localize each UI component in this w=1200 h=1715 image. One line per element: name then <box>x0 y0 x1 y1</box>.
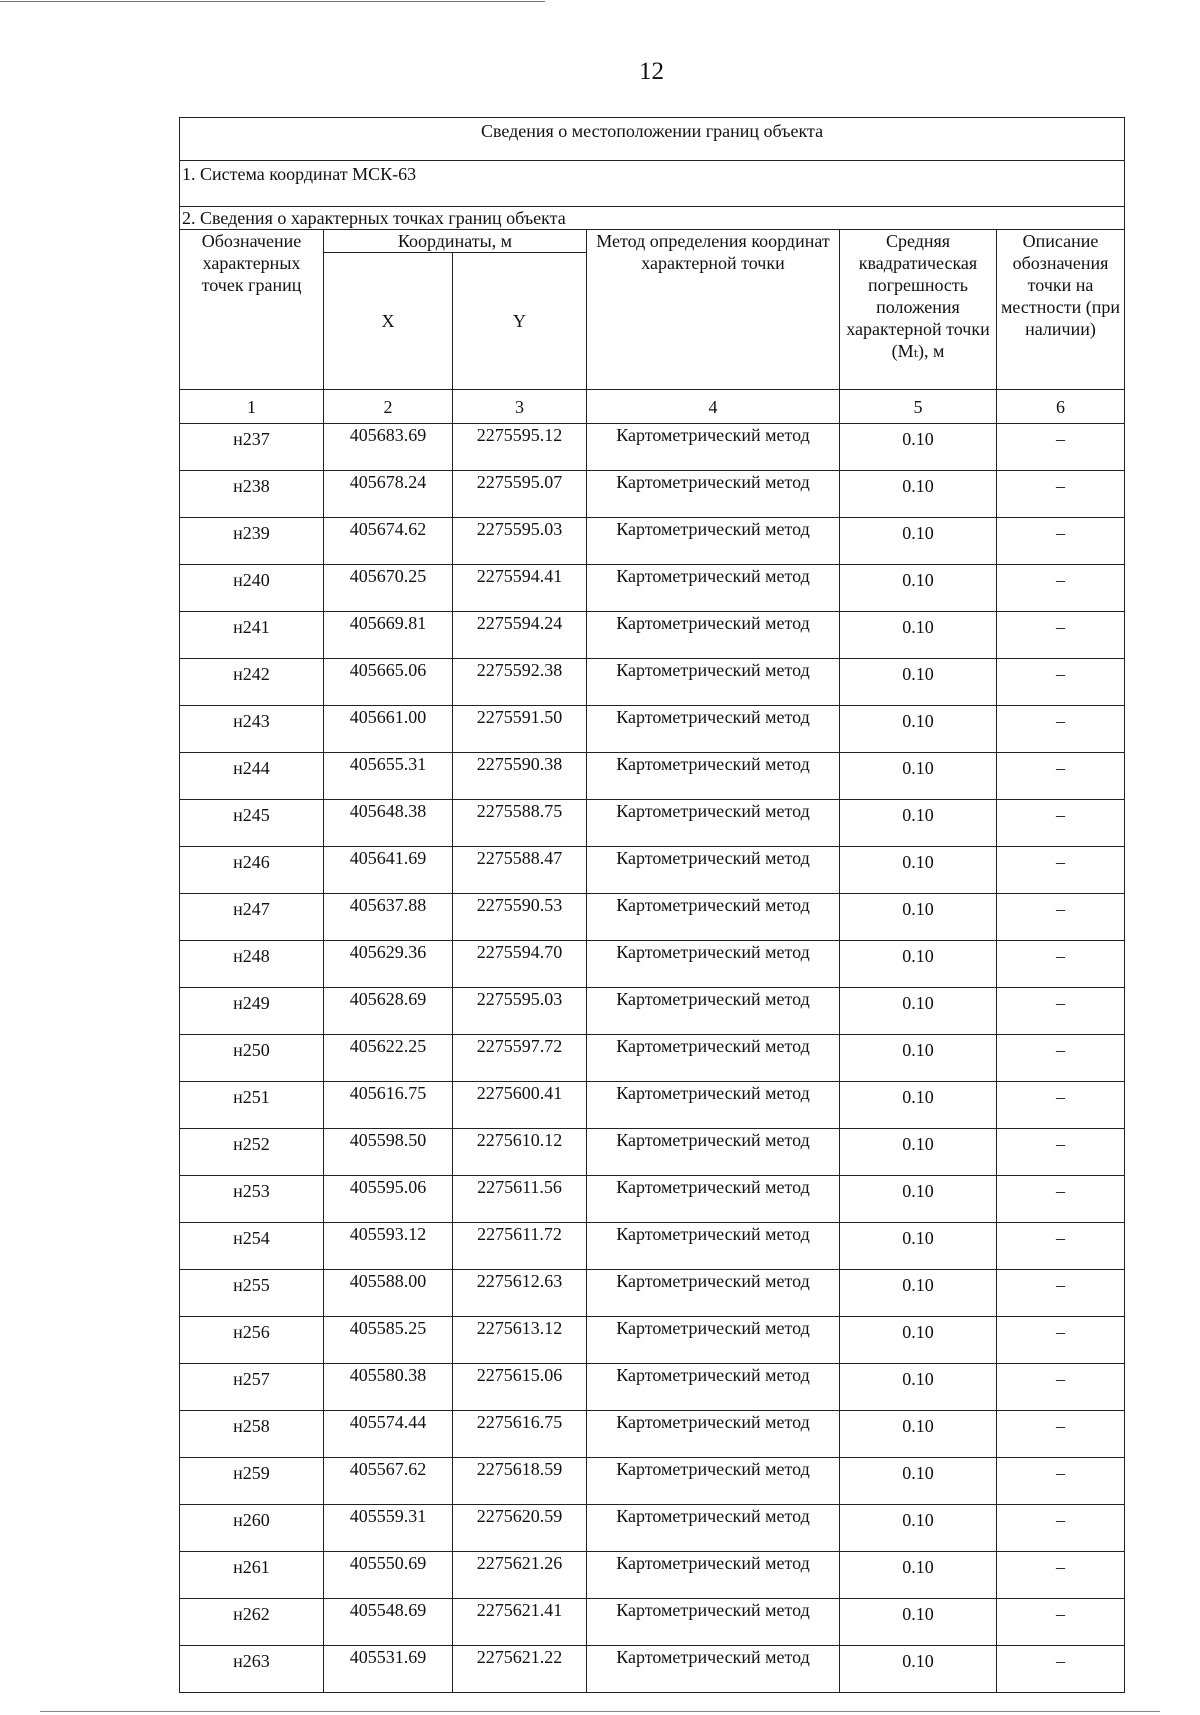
method-cell: Картометрический метод <box>587 753 840 800</box>
y-cell: 2275620.59 <box>453 1505 587 1552</box>
table-row <box>180 1129 1125 1176</box>
point-cell: н238 <box>180 471 324 518</box>
method-cell: Картометрический метод <box>587 706 840 753</box>
coord-system-label: 1. Система координат МСК-63 <box>180 161 1125 207</box>
method-cell: Картометрический метод <box>587 894 840 941</box>
table-row <box>180 847 1125 894</box>
x-cell: 405628.69 <box>324 988 453 1035</box>
point-cell: н243 <box>180 706 324 753</box>
section-row <box>180 207 1125 230</box>
point-cell: н257 <box>180 1364 324 1411</box>
error-cell: 0.10 <box>840 706 997 753</box>
error-cell: 0.10 <box>840 894 997 941</box>
y-cell: 2275597.72 <box>453 1035 587 1082</box>
x-cell: 405593.12 <box>324 1223 453 1270</box>
col-number-6: 6 <box>997 390 1125 424</box>
table-row <box>180 1317 1125 1364</box>
method-cell: Картометрический метод <box>587 1082 840 1129</box>
scan-top-rule <box>0 1 545 2</box>
x-cell: 405559.31 <box>324 1505 453 1552</box>
y-cell: 2275621.26 <box>453 1552 587 1599</box>
method-cell: Картометрический метод <box>587 1223 840 1270</box>
y-cell: 2275611.72 <box>453 1223 587 1270</box>
error-cell: 0.10 <box>840 1129 997 1176</box>
y-cell: 2275594.70 <box>453 941 587 988</box>
section-label: 2. Сведения о характерных точках границ объекта <box>180 207 1125 230</box>
x-cell: 405665.06 <box>324 659 453 706</box>
col-number-1: 1 <box>180 390 324 424</box>
x-cell: 405683.69 <box>324 424 453 471</box>
y-cell: 2275595.12 <box>453 424 587 471</box>
table-row <box>180 1176 1125 1223</box>
table-row <box>180 1505 1125 1552</box>
error-cell: 0.10 <box>840 471 997 518</box>
x-cell: 405580.38 <box>324 1364 453 1411</box>
x-cell: 405670.25 <box>324 565 453 612</box>
point-cell: н239 <box>180 518 324 565</box>
method-cell: Картометрический метод <box>587 565 840 612</box>
y-cell: 2275610.12 <box>453 1129 587 1176</box>
table-row <box>180 565 1125 612</box>
x-cell: 405678.24 <box>324 471 453 518</box>
y-cell: 2275613.12 <box>453 1317 587 1364</box>
table-row <box>180 753 1125 800</box>
point-cell: н253 <box>180 1176 324 1223</box>
desc-cell: – <box>997 1035 1125 1082</box>
method-cell: Картометрический метод <box>587 1552 840 1599</box>
desc-cell: – <box>997 1129 1125 1176</box>
table-row <box>180 941 1125 988</box>
y-cell: 2275621.41 <box>453 1599 587 1646</box>
table-title: Сведения о местоположении границ объекта <box>180 118 1125 161</box>
desc-cell: – <box>997 1552 1125 1599</box>
header-error: Средняя квадратическая погрешность положения характерной точки (Mₜ), м <box>840 230 997 390</box>
method-cell: Картометрический метод <box>587 1176 840 1223</box>
y-cell: 2275590.53 <box>453 894 587 941</box>
x-cell: 405616.75 <box>324 1082 453 1129</box>
method-cell: Картометрический метод <box>587 471 840 518</box>
desc-cell: – <box>997 471 1125 518</box>
desc-cell: – <box>997 706 1125 753</box>
method-cell: Картометрический метод <box>587 1270 840 1317</box>
y-cell: 2275595.03 <box>453 518 587 565</box>
error-cell: 0.10 <box>840 1270 997 1317</box>
error-cell: 0.10 <box>840 1505 997 1552</box>
desc-cell: – <box>997 1223 1125 1270</box>
table-row <box>180 1035 1125 1082</box>
y-cell: 2275594.24 <box>453 612 587 659</box>
method-cell: Картометрический метод <box>587 988 840 1035</box>
point-cell: н244 <box>180 753 324 800</box>
x-cell: 405548.69 <box>324 1599 453 1646</box>
desc-cell: – <box>997 1364 1125 1411</box>
desc-cell: – <box>997 1176 1125 1223</box>
table-row <box>180 1223 1125 1270</box>
table-row <box>180 706 1125 753</box>
header-coords: Координаты, м <box>324 230 587 253</box>
desc-cell: – <box>997 1599 1125 1646</box>
desc-cell: – <box>997 1458 1125 1505</box>
coord-system-row <box>180 161 1125 207</box>
header-method: Метод определения координат характерной точки <box>587 230 840 390</box>
point-cell: н247 <box>180 894 324 941</box>
point-cell: н262 <box>180 1599 324 1646</box>
col-number-5: 5 <box>840 390 997 424</box>
point-cell: н251 <box>180 1082 324 1129</box>
header-row-1 <box>180 230 1125 253</box>
method-cell: Картометрический метод <box>587 1129 840 1176</box>
x-cell: 405637.88 <box>324 894 453 941</box>
y-cell: 2275600.41 <box>453 1082 587 1129</box>
point-cell: н256 <box>180 1317 324 1364</box>
table-row <box>180 471 1125 518</box>
desc-cell: – <box>997 894 1125 941</box>
y-cell: 2275592.38 <box>453 659 587 706</box>
col-number-3: 3 <box>453 390 587 424</box>
y-cell: 2275588.75 <box>453 800 587 847</box>
table-title-row <box>180 118 1125 161</box>
error-cell: 0.10 <box>840 1035 997 1082</box>
y-cell: 2275611.56 <box>453 1176 587 1223</box>
x-cell: 405648.38 <box>324 800 453 847</box>
point-cell: н260 <box>180 1505 324 1552</box>
error-cell: 0.10 <box>840 753 997 800</box>
point-cell: н241 <box>180 612 324 659</box>
x-cell: 405629.36 <box>324 941 453 988</box>
point-cell: н252 <box>180 1129 324 1176</box>
x-cell: 405661.00 <box>324 706 453 753</box>
desc-cell: – <box>997 753 1125 800</box>
error-cell: 0.10 <box>840 1458 997 1505</box>
desc-cell: – <box>997 1505 1125 1552</box>
scan-bottom-rule <box>40 1711 1160 1712</box>
x-cell: 405550.69 <box>324 1552 453 1599</box>
y-cell: 2275595.07 <box>453 471 587 518</box>
method-cell: Картометрический метод <box>587 518 840 565</box>
table-row <box>180 1458 1125 1505</box>
method-cell: Картометрический метод <box>587 424 840 471</box>
desc-cell: – <box>997 1411 1125 1458</box>
col-number-2: 2 <box>324 390 453 424</box>
method-cell: Картометрический метод <box>587 1411 840 1458</box>
x-cell: 405622.25 <box>324 1035 453 1082</box>
table-row <box>180 1082 1125 1129</box>
x-cell: 405674.62 <box>324 518 453 565</box>
method-cell: Картометрический метод <box>587 800 840 847</box>
desc-cell: – <box>997 1082 1125 1129</box>
x-cell: 405595.06 <box>324 1176 453 1223</box>
table-row <box>180 988 1125 1035</box>
x-cell: 405641.69 <box>324 847 453 894</box>
y-cell: 2275615.06 <box>453 1364 587 1411</box>
point-cell: н240 <box>180 565 324 612</box>
x-cell: 405567.62 <box>324 1458 453 1505</box>
desc-cell: – <box>997 612 1125 659</box>
table-row <box>180 424 1125 471</box>
method-cell: Картометрический метод <box>587 1599 840 1646</box>
desc-cell: – <box>997 518 1125 565</box>
method-cell: Картометрический метод <box>587 612 840 659</box>
error-cell: 0.10 <box>840 424 997 471</box>
header-point: Обозначение характерных точек границ <box>180 230 324 390</box>
column-number-row <box>180 390 1125 424</box>
header-x: X <box>324 253 453 390</box>
table-row <box>180 1646 1125 1693</box>
y-cell: 2275618.59 <box>453 1458 587 1505</box>
point-cell: н250 <box>180 1035 324 1082</box>
table-row <box>180 1411 1125 1458</box>
error-cell: 0.10 <box>840 565 997 612</box>
y-cell: 2275594.41 <box>453 565 587 612</box>
x-cell: 405588.00 <box>324 1270 453 1317</box>
point-cell: н258 <box>180 1411 324 1458</box>
desc-cell: – <box>997 659 1125 706</box>
point-cell: н246 <box>180 847 324 894</box>
point-cell: н255 <box>180 1270 324 1317</box>
x-cell: 405669.81 <box>324 612 453 659</box>
table-row <box>180 659 1125 706</box>
method-cell: Картометрический метод <box>587 847 840 894</box>
x-cell: 405598.50 <box>324 1129 453 1176</box>
y-cell: 2275591.50 <box>453 706 587 753</box>
point-cell: н245 <box>180 800 324 847</box>
method-cell: Картометрический метод <box>587 1505 840 1552</box>
boundary-points-table <box>179 117 1125 1693</box>
desc-cell: – <box>997 1317 1125 1364</box>
y-cell: 2275621.22 <box>453 1646 587 1693</box>
error-cell: 0.10 <box>840 1176 997 1223</box>
table-row <box>180 1270 1125 1317</box>
point-cell: н237 <box>180 424 324 471</box>
point-cell: н263 <box>180 1646 324 1693</box>
method-cell: Картометрический метод <box>587 1458 840 1505</box>
table-row <box>180 1364 1125 1411</box>
method-cell: Картометрический метод <box>587 1364 840 1411</box>
header-desc: Описание обозначения точки на местности (при наличии) <box>997 230 1125 390</box>
error-cell: 0.10 <box>840 612 997 659</box>
y-cell: 2275616.75 <box>453 1411 587 1458</box>
error-cell: 0.10 <box>840 1599 997 1646</box>
method-cell: Картометрический метод <box>587 1035 840 1082</box>
point-cell: н261 <box>180 1552 324 1599</box>
method-cell: Картометрический метод <box>587 1646 840 1693</box>
error-cell: 0.10 <box>840 800 997 847</box>
x-cell: 405531.69 <box>324 1646 453 1693</box>
header-y: Y <box>453 253 587 390</box>
error-cell: 0.10 <box>840 1082 997 1129</box>
error-cell: 0.10 <box>840 941 997 988</box>
method-cell: Картометрический метод <box>587 941 840 988</box>
error-cell: 0.10 <box>840 988 997 1035</box>
y-cell: 2275588.47 <box>453 847 587 894</box>
method-cell: Картометрический метод <box>587 1317 840 1364</box>
desc-cell: – <box>997 800 1125 847</box>
y-cell: 2275595.03 <box>453 988 587 1035</box>
page-number: 12 <box>639 58 664 85</box>
error-cell: 0.10 <box>840 1552 997 1599</box>
error-cell: 0.10 <box>840 659 997 706</box>
x-cell: 405574.44 <box>324 1411 453 1458</box>
error-cell: 0.10 <box>840 1364 997 1411</box>
table-row <box>180 894 1125 941</box>
point-cell: н248 <box>180 941 324 988</box>
col-number-4: 4 <box>587 390 840 424</box>
table-row <box>180 1552 1125 1599</box>
table-row <box>180 1599 1125 1646</box>
point-cell: н259 <box>180 1458 324 1505</box>
desc-cell: – <box>997 988 1125 1035</box>
table-row <box>180 518 1125 565</box>
y-cell: 2275590.38 <box>453 753 587 800</box>
error-cell: 0.10 <box>840 518 997 565</box>
desc-cell: – <box>997 941 1125 988</box>
desc-cell: – <box>997 424 1125 471</box>
x-cell: 405585.25 <box>324 1317 453 1364</box>
table-row <box>180 800 1125 847</box>
point-cell: н254 <box>180 1223 324 1270</box>
error-cell: 0.10 <box>840 1317 997 1364</box>
desc-cell: – <box>997 565 1125 612</box>
x-cell: 405655.31 <box>324 753 453 800</box>
table-row <box>180 612 1125 659</box>
point-cell: н249 <box>180 988 324 1035</box>
error-cell: 0.10 <box>840 1411 997 1458</box>
error-cell: 0.10 <box>840 1223 997 1270</box>
desc-cell: – <box>997 1646 1125 1693</box>
y-cell: 2275612.63 <box>453 1270 587 1317</box>
error-cell: 0.10 <box>840 1646 997 1693</box>
point-cell: н242 <box>180 659 324 706</box>
desc-cell: – <box>997 1270 1125 1317</box>
error-cell: 0.10 <box>840 847 997 894</box>
method-cell: Картометрический метод <box>587 659 840 706</box>
desc-cell: – <box>997 847 1125 894</box>
